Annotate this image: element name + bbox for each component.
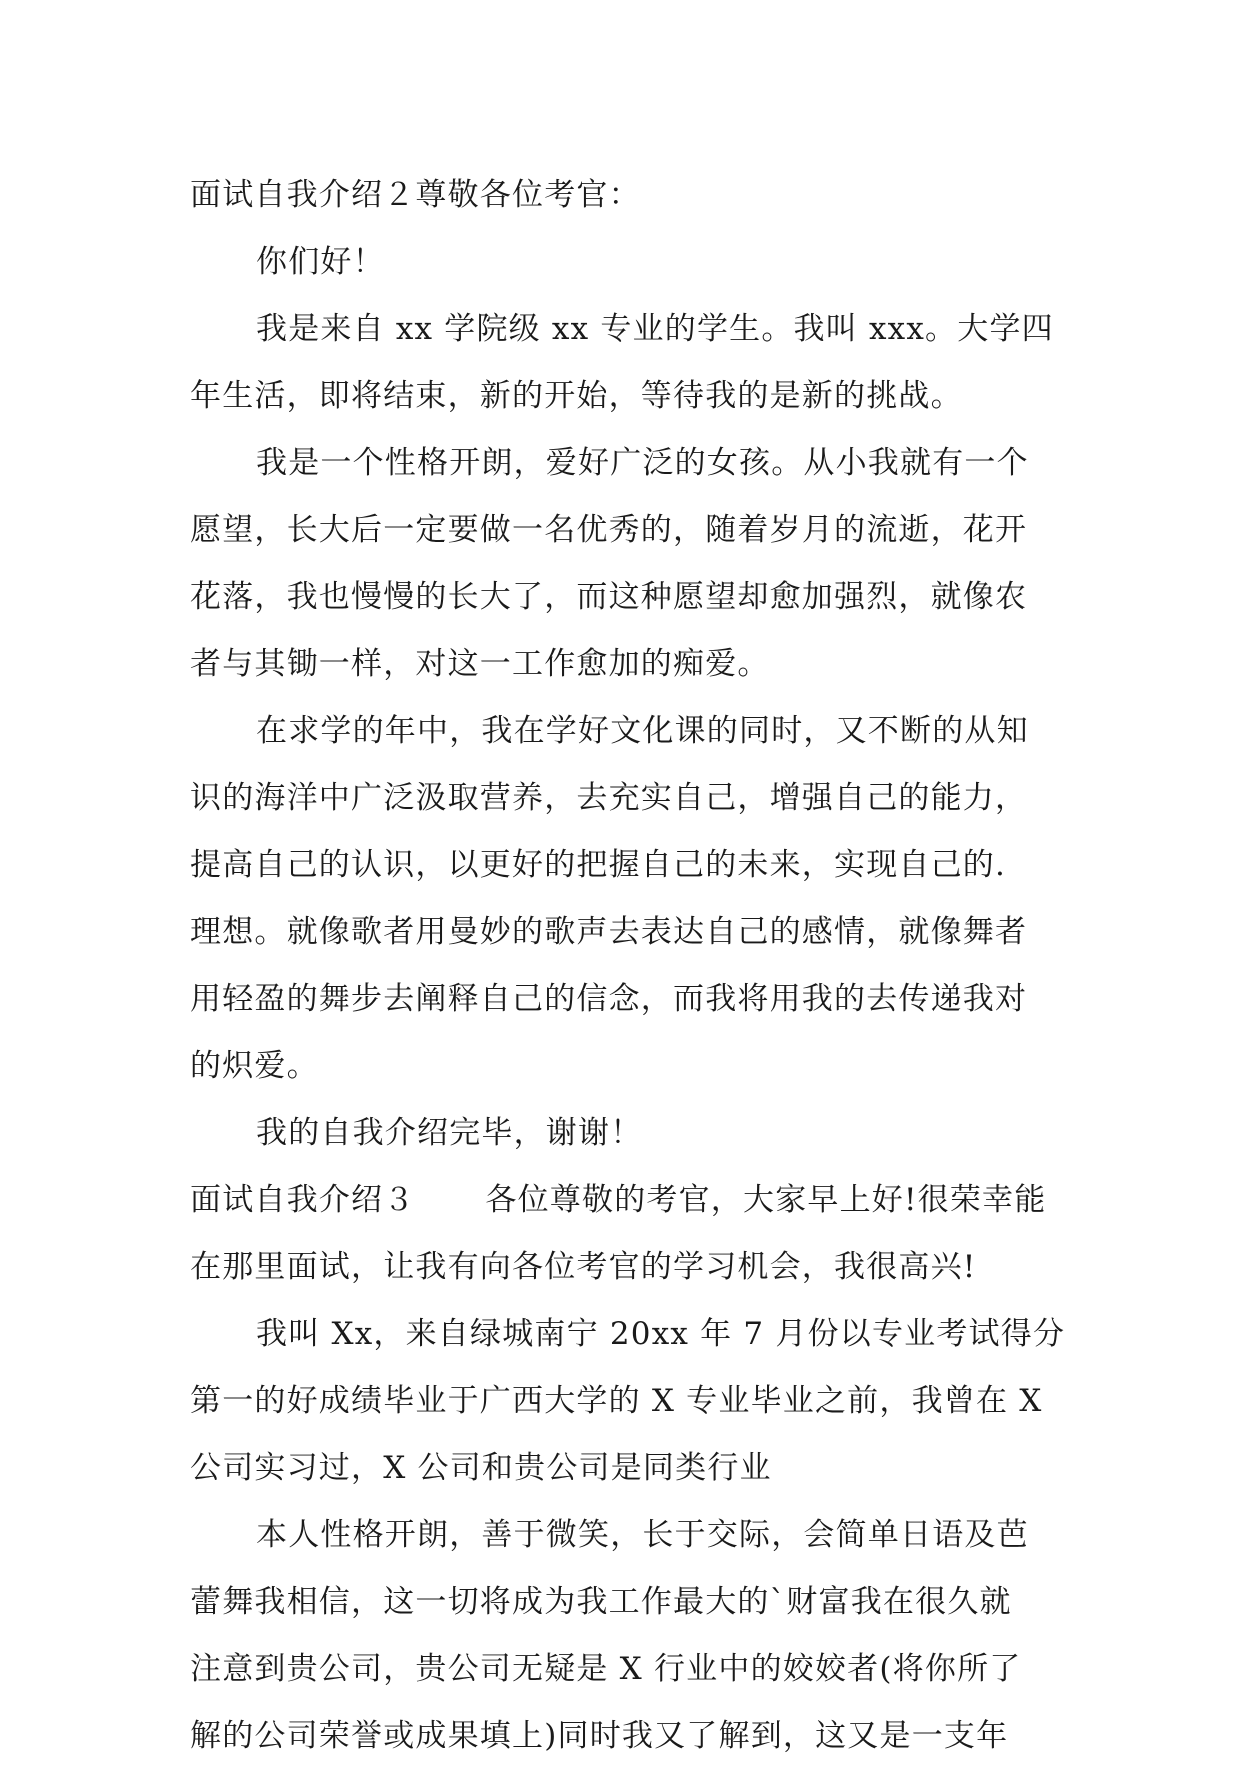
paragraph-line: 在那里面试，让我有向各位考官的学习机会，我很高兴! — [190, 1249, 977, 1285]
paragraph-line: 我叫 Xx，来自绿城南宁 20xx 年 7 月份以专业考试得分 — [256, 1316, 1066, 1352]
section-heading-2: 面试自我介绍２尊敬各位考官： — [190, 177, 641, 213]
heading-3-text: 各位尊敬的考官，大家早上好!很荣幸能 — [485, 1182, 1047, 1218]
paragraph-line: 第一的好成绩毕业于广西大学的 X 专业毕业之前，我曾在 X — [190, 1383, 1043, 1419]
paragraph-line: 蕾舞我相信，这一切将成为我工作最大的`财富我在很久就 — [190, 1584, 1012, 1620]
paragraph-line: 我的自我介绍完毕，谢谢！ — [256, 1115, 643, 1151]
paragraph-line: 解的公司荣誉或成果填上)同时我又了解到，这又是一支年 — [190, 1718, 1009, 1754]
paragraph-line: 的炽爱。 — [190, 1048, 319, 1084]
section-heading-3: 面试自我介绍３ — [190, 1182, 416, 1218]
paragraph-line: 理想。就像歌者用曼妙的歌声去表达自己的感情，就像舞者 — [190, 914, 1028, 950]
paragraph-line: 提高自己的认识，以更好的把握自己的未来，实现自己的. — [190, 847, 1007, 883]
section-heading-3-line — [190, 1167, 1070, 1234]
paragraph-line: 在求学的年中，我在学好文化课的同时，又不断的从知 — [256, 713, 1029, 749]
paragraph-line: 你们好！ — [256, 244, 385, 280]
document-body — [190, 162, 1070, 1770]
paragraph-line: 本人性格开朗，善于微笑，长于交际，会简单日语及芭 — [256, 1517, 1029, 1553]
paragraph-line: 愿望，长大后一定要做一名优秀的，随着岁月的流逝，花开 — [190, 512, 1028, 548]
paragraph-line: 者与其锄一样，对这一工作愈加的痴爱。 — [190, 646, 770, 682]
paragraph-line: 注意到贵公司，贵公司无疑是 X 行业中的姣姣者(将你所了 — [190, 1651, 1022, 1687]
paragraph-line: 我是来自 xx 学院级 xx 专业的学生。我叫 xxx。大学四 — [256, 311, 1054, 347]
paragraph-line: 公司实习过，X 公司和贵公司是同类行业 — [190, 1450, 772, 1486]
paragraph-line: 我是一个性格开朗，爱好广泛的女孩。从小我就有一个 — [256, 445, 1029, 481]
paragraph-line: 花落，我也慢慢的长大了，而这种愿望却愈加强烈，就像农 — [190, 579, 1028, 615]
paragraph-line: 识的海洋中广泛汲取营养，去充实自己，增强自己的能力， — [190, 780, 1028, 816]
paragraph-line: 用轻盈的舞步去阐释自己的信念，而我将用我的去传递我对 — [190, 981, 1028, 1017]
paragraph-line: 年生活，即将结束，新的开始，等待我的是新的挑战。 — [190, 378, 963, 414]
